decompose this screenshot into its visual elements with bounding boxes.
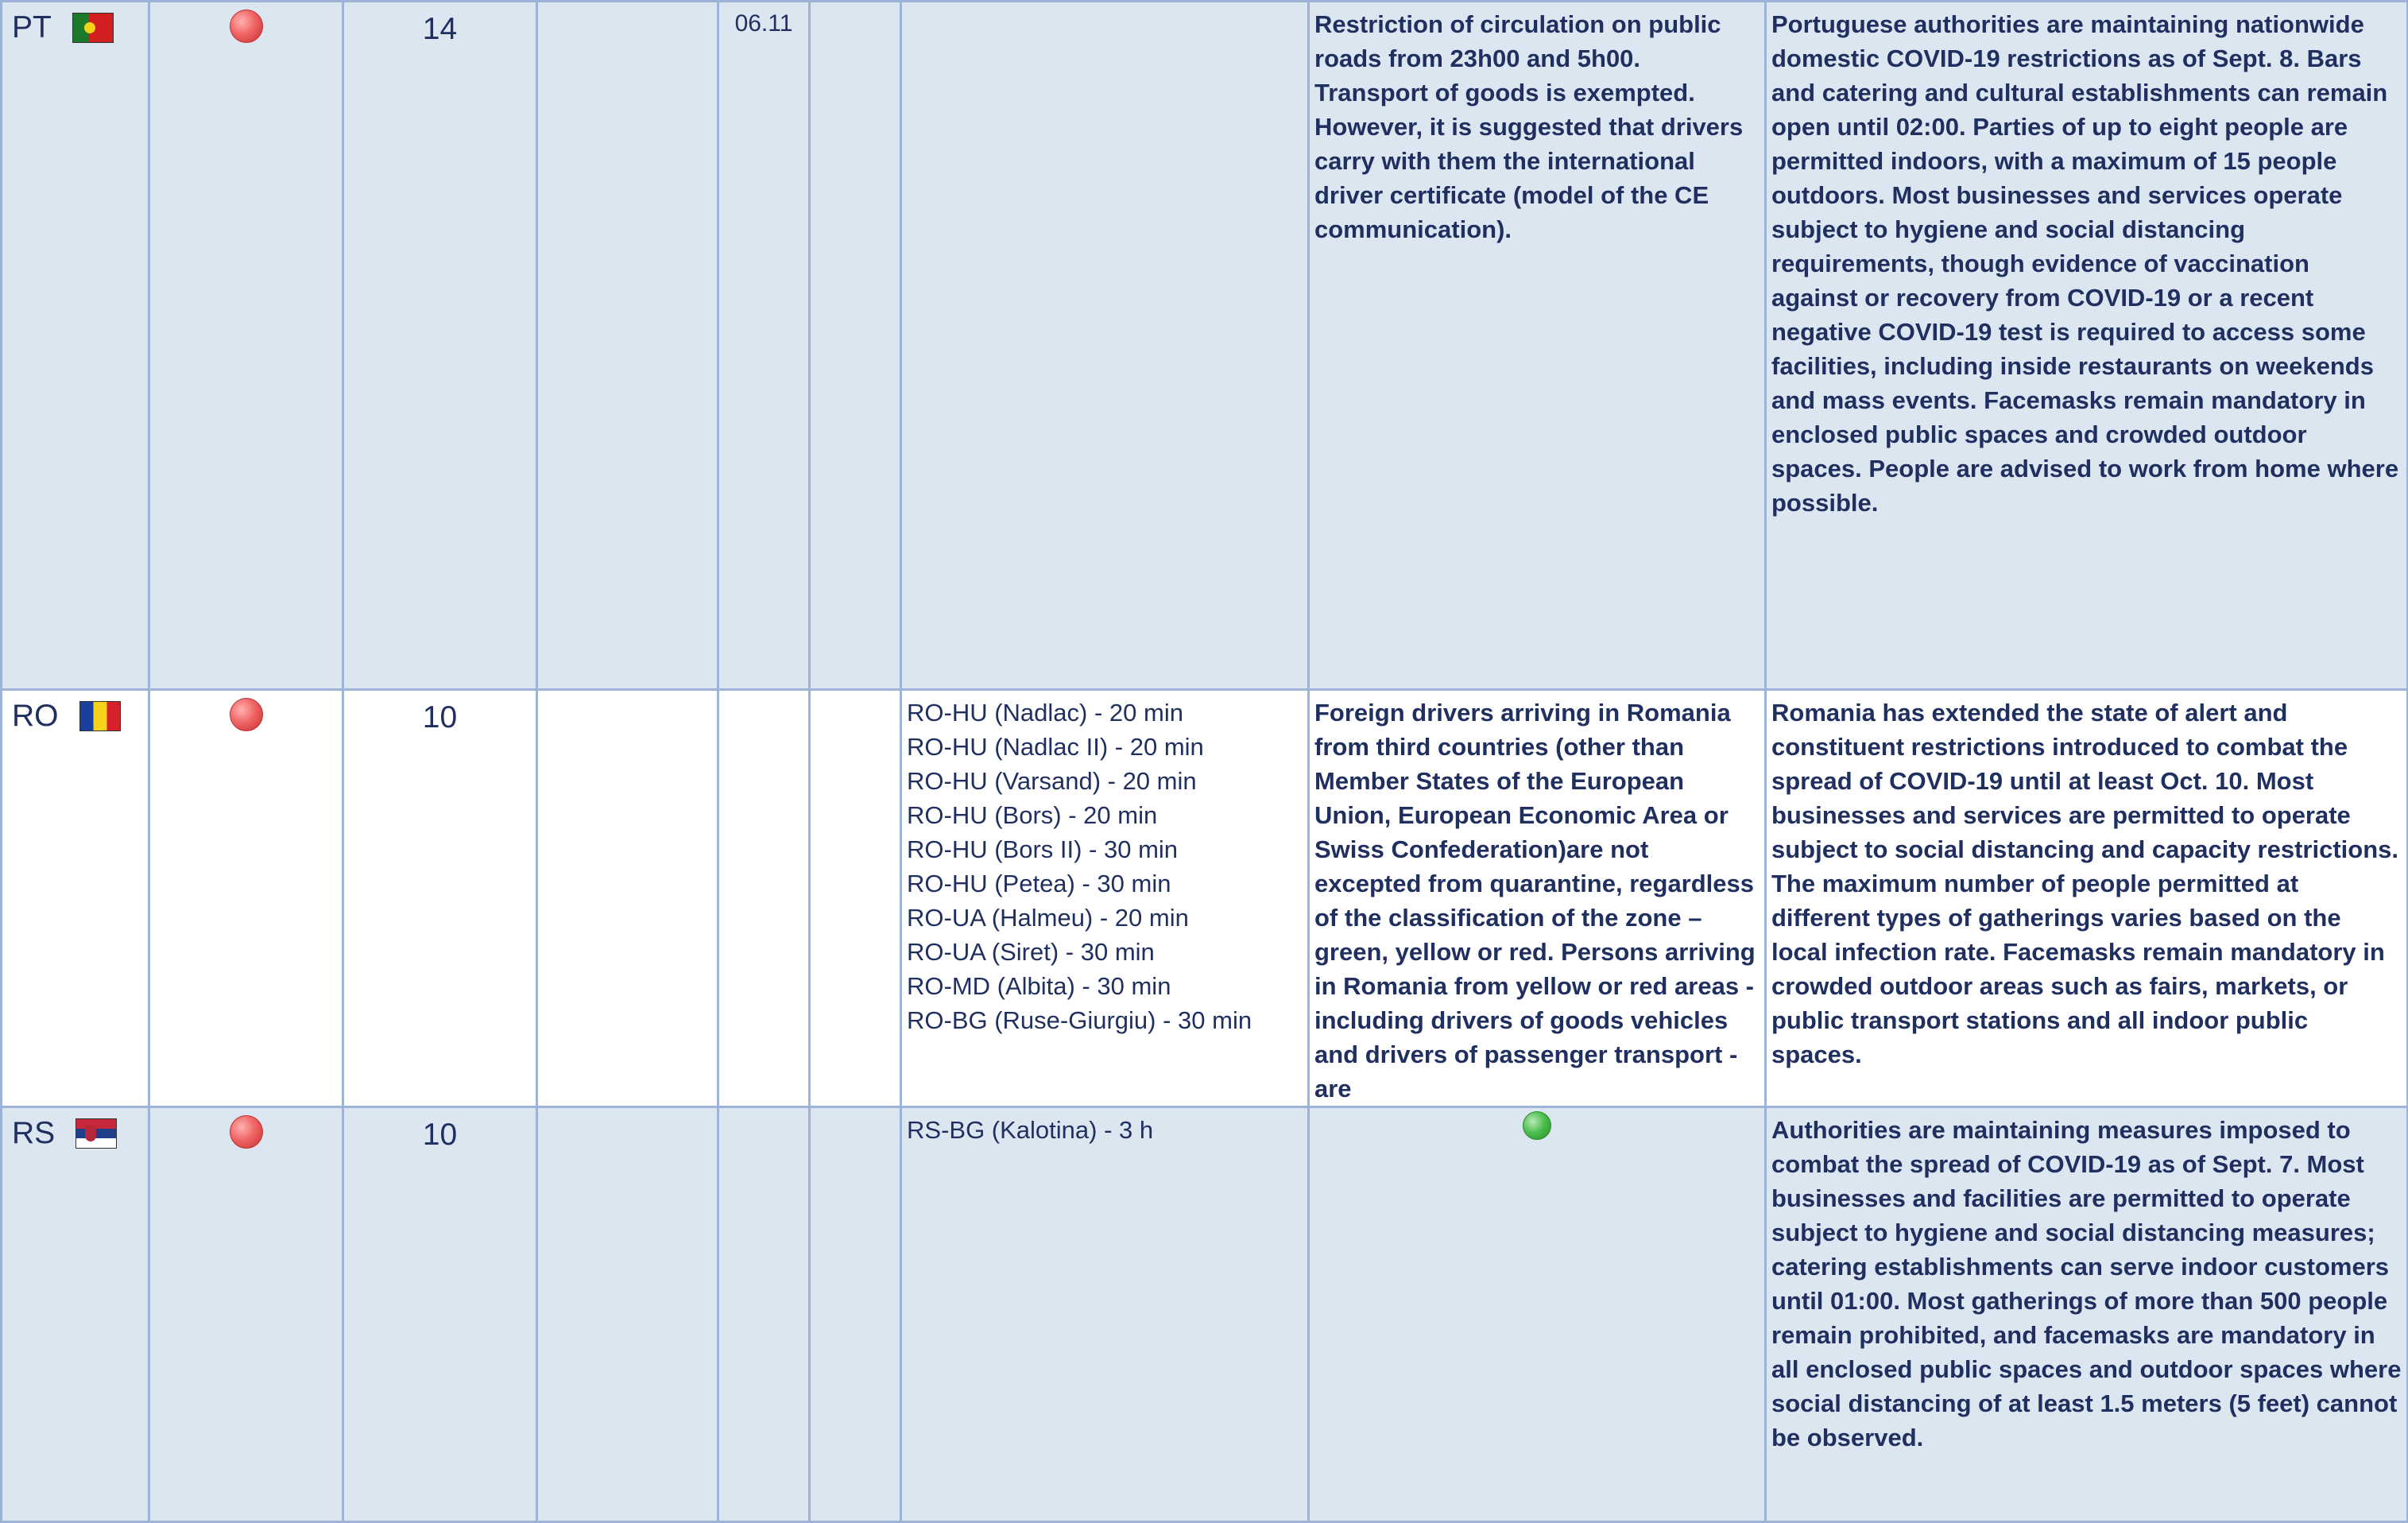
date-text: 06.11 xyxy=(734,10,793,37)
measures-text: Portuguese authorities are maintaining nationwide domestic COVID-19 restrictions as of Sept. 8. Bars and catering and cultural establishments can remain open until 02:00. Parties of up to eight people are permitted indoors, with a maximum of 15 people outdoors. Most businesses and services operate subject to hygiene and social distancing requirements, though evidence of vaccination against or recovery from COVID-19 or a recent negative COVID-19 test is required to access some facilities, including inside restaurants on weekends and mass events. Facemasks remain mandatory in enclosed public spaces and crowded outdoor spaces. People are advised to work from home where possible. xyxy=(1771,10,2399,517)
table-row-rs xyxy=(2,1107,2408,1522)
country-code: PT xyxy=(12,10,52,45)
crossing-item: RO-MD (Albita) - 30 min xyxy=(907,972,1171,1000)
crossing-item: RS-BG (Kalotina) - 3 h xyxy=(907,1116,1154,1144)
crossing-item: RO-HU (Nadlac) - 20 min xyxy=(907,699,1183,727)
transport-note-text: Restriction of circulation on public roads from 23h00 and 5h00. Transport of goods is exempted. However, it is suggested that drivers carry with them the international driver certificate (model of the CE communication). xyxy=(1314,10,1744,243)
transport-note-cell xyxy=(1309,2,1766,690)
date-cell xyxy=(718,2,810,690)
crossing-item: RO-UA (Halmeu) - 20 min xyxy=(907,904,1189,932)
date-cell xyxy=(718,1107,810,1522)
romania-flag-icon xyxy=(79,701,121,731)
status-cell xyxy=(149,690,343,1107)
date-cell xyxy=(718,690,810,1107)
crossings-cell xyxy=(901,2,1309,690)
country-cell xyxy=(2,690,149,1107)
measures-cell xyxy=(1766,2,2408,690)
measures-text: Authorities are maintaining measures imposed to combat the spread of COVID-19 as of Sept. 7. Most businesses and facilities are permitted to operate subject to hygiene and social distancing measures; catering establishments can serve indoor customers until 01:00. Most gatherings of more than 500 people remain prohibited, and facemasks are mandatory in all enclosed public spaces and outdoor spaces where social distancing of at least 1.5 meters (5 feet) cannot be observed. xyxy=(1771,1116,2402,1451)
crossing-item: RO-HU (Petea) - 30 min xyxy=(907,870,1171,897)
country-code: RO xyxy=(12,699,59,733)
empty-cell xyxy=(810,2,901,690)
country-cell xyxy=(2,1107,149,1522)
crossing-item: RO-BG (Ruse-Giurgiu) - 30 min xyxy=(907,1006,1252,1034)
empty-cell xyxy=(810,1107,901,1522)
empty-cell xyxy=(537,1107,718,1522)
green-status-icon xyxy=(1523,1111,1551,1140)
crossings-cell xyxy=(901,1107,1309,1522)
transport-note-text: Foreign drivers arriving in Romania from third countries (other than Member States of the European Union, European Economic Area or Swiss Confederation)are not excepted from quarantine, regardless of the classification of the zone – green, yellow or red. Persons arriving in Romania from yellow or red areas - including drivers of goods vehicles and drivers of passenger transport - are xyxy=(1314,699,1756,1103)
value-cell xyxy=(343,1107,537,1522)
value-cell xyxy=(343,2,537,690)
measures-cell xyxy=(1766,690,2408,1107)
red-status-icon xyxy=(230,10,263,43)
measures-text: Romania has extended the state of alert and constituent restrictions introduced to combat the spread of COVID-19 until at least Oct. 10. Most businesses and services are permitted to operate subject to social distancing and capacity restrictions. The maximum number of people permitted at different types of gatherings varies based on the local infection rate. Facemasks remain mandatory in crowded outdoor areas such as fairs, markets, or public transport stations and all indoor public spaces. xyxy=(1771,699,2399,1068)
portugal-flag-icon xyxy=(72,13,114,43)
crossing-item: RO-UA (Siret) - 30 min xyxy=(907,938,1155,966)
crossing-item: RO-HU (Bors) - 20 min xyxy=(907,801,1158,829)
status-cell xyxy=(149,1107,343,1522)
empty-cell xyxy=(810,690,901,1107)
table-row-ro xyxy=(2,690,2408,1107)
red-status-icon xyxy=(230,1115,263,1149)
serbia-flag-icon xyxy=(75,1118,117,1149)
value-number: 10 xyxy=(422,700,458,734)
table-row-pt xyxy=(2,2,2408,690)
value-number: 10 xyxy=(422,1118,458,1152)
value-cell xyxy=(343,690,537,1107)
country-code: RS xyxy=(12,1116,56,1150)
transport-note-cell xyxy=(1309,1107,1766,1522)
empty-cell xyxy=(537,2,718,690)
crossing-item: RO-HU (Bors II) - 30 min xyxy=(907,835,1179,863)
red-status-icon xyxy=(230,698,263,731)
transport-note-cell xyxy=(1309,690,1766,1107)
country-cell xyxy=(2,2,149,690)
status-cell xyxy=(149,2,343,690)
crossing-item: RO-HU (Varsand) - 20 min xyxy=(907,767,1197,795)
empty-cell xyxy=(537,690,718,1107)
crossings-cell xyxy=(901,690,1309,1107)
value-number: 14 xyxy=(422,12,458,46)
crossing-item: RO-HU (Nadlac II) - 20 min xyxy=(907,733,1204,761)
measures-cell xyxy=(1766,1107,2408,1522)
